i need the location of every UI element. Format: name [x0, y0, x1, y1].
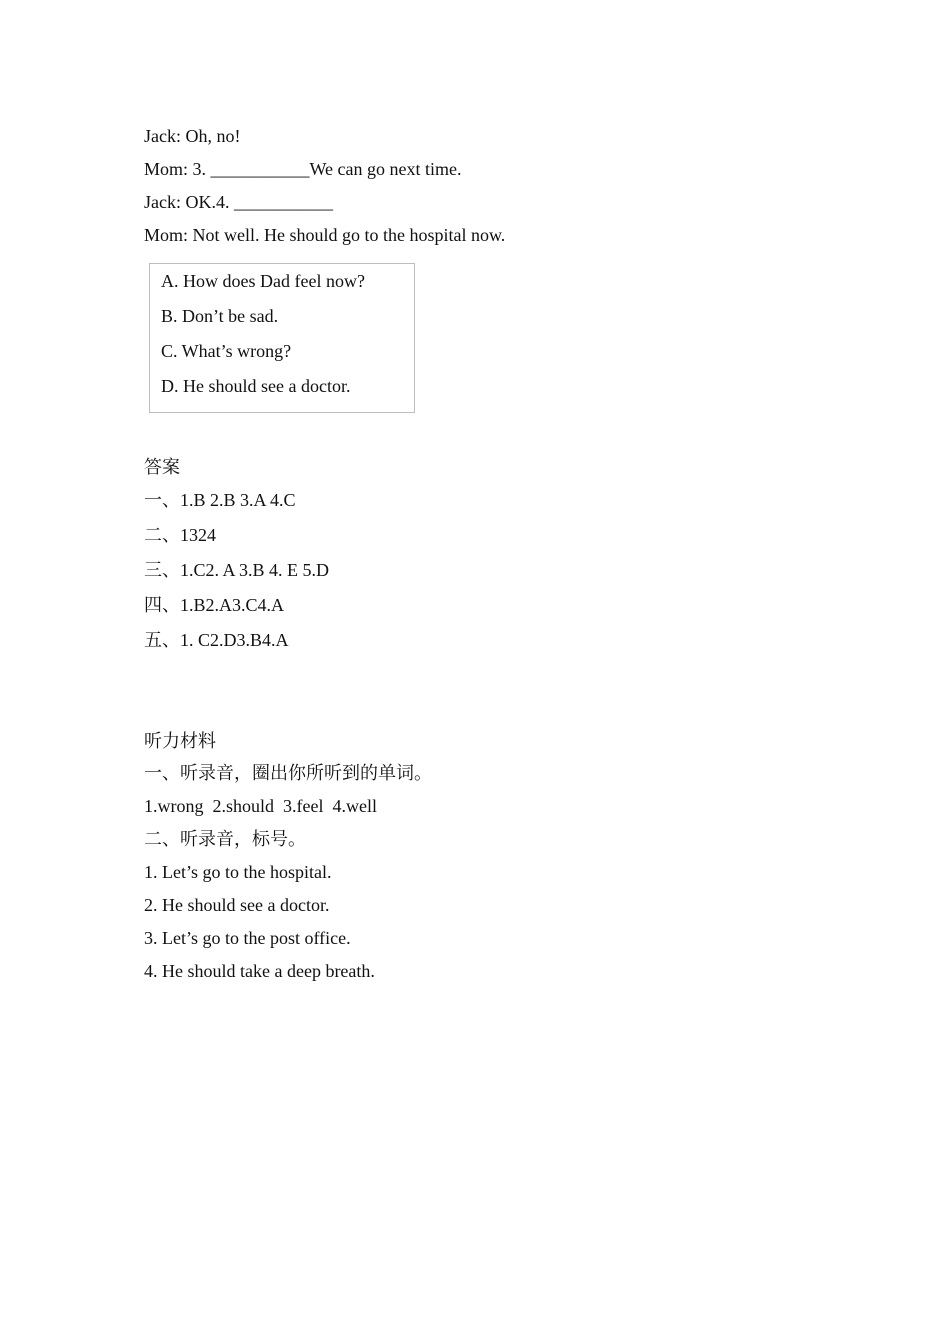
options-box [149, 263, 415, 413]
answers-title: 答案 [144, 457, 180, 477]
answer-item-4: 四、1.B2.A3.C4.A [144, 595, 285, 615]
dialogue-line-1: Jack: Oh, no! [144, 126, 241, 146]
dialogue-line-4: Mom: Not well. He should go to the hospital now. [144, 225, 506, 245]
listening-section1-heading: 一、听录音，圈出你所听到的单词。 [144, 763, 432, 783]
listening-item-1: 1. Let’s go to the hospital. [144, 862, 332, 882]
answer-item-3: 三、1.C2. A 3.B 4. E 5.D [144, 560, 330, 580]
answer-item-1: 一、1.B 2.B 3.A 4.C [144, 490, 296, 510]
answer-item-5: 五、1. C2.D3.B4.A [144, 630, 289, 650]
option-a: A. How does Dad feel now? [161, 271, 365, 291]
listening-section2-heading: 二、听录音，标号。 [144, 829, 306, 849]
listening-section1-words: 1.wrong 2.should 3.feel 4.well [144, 796, 377, 816]
option-c: C. What’s wrong? [161, 341, 292, 361]
listening-item-2: 2. He should see a doctor. [144, 895, 330, 915]
listening-item-3: 3. Let’s go to the post office. [144, 928, 351, 948]
option-d: D. He should see a doctor. [161, 376, 351, 396]
listening-title: 听力材料 [144, 731, 216, 751]
dialogue-line-3: Jack: OK.4. ___________ [144, 192, 333, 212]
listening-item-4: 4. He should take a deep breath. [144, 961, 375, 981]
dialogue-line-2: Mom: 3. ___________We can go next time. [144, 159, 462, 179]
answer-item-2: 二、1324 [144, 525, 216, 545]
option-b: B. Don’t be sad. [161, 306, 279, 326]
